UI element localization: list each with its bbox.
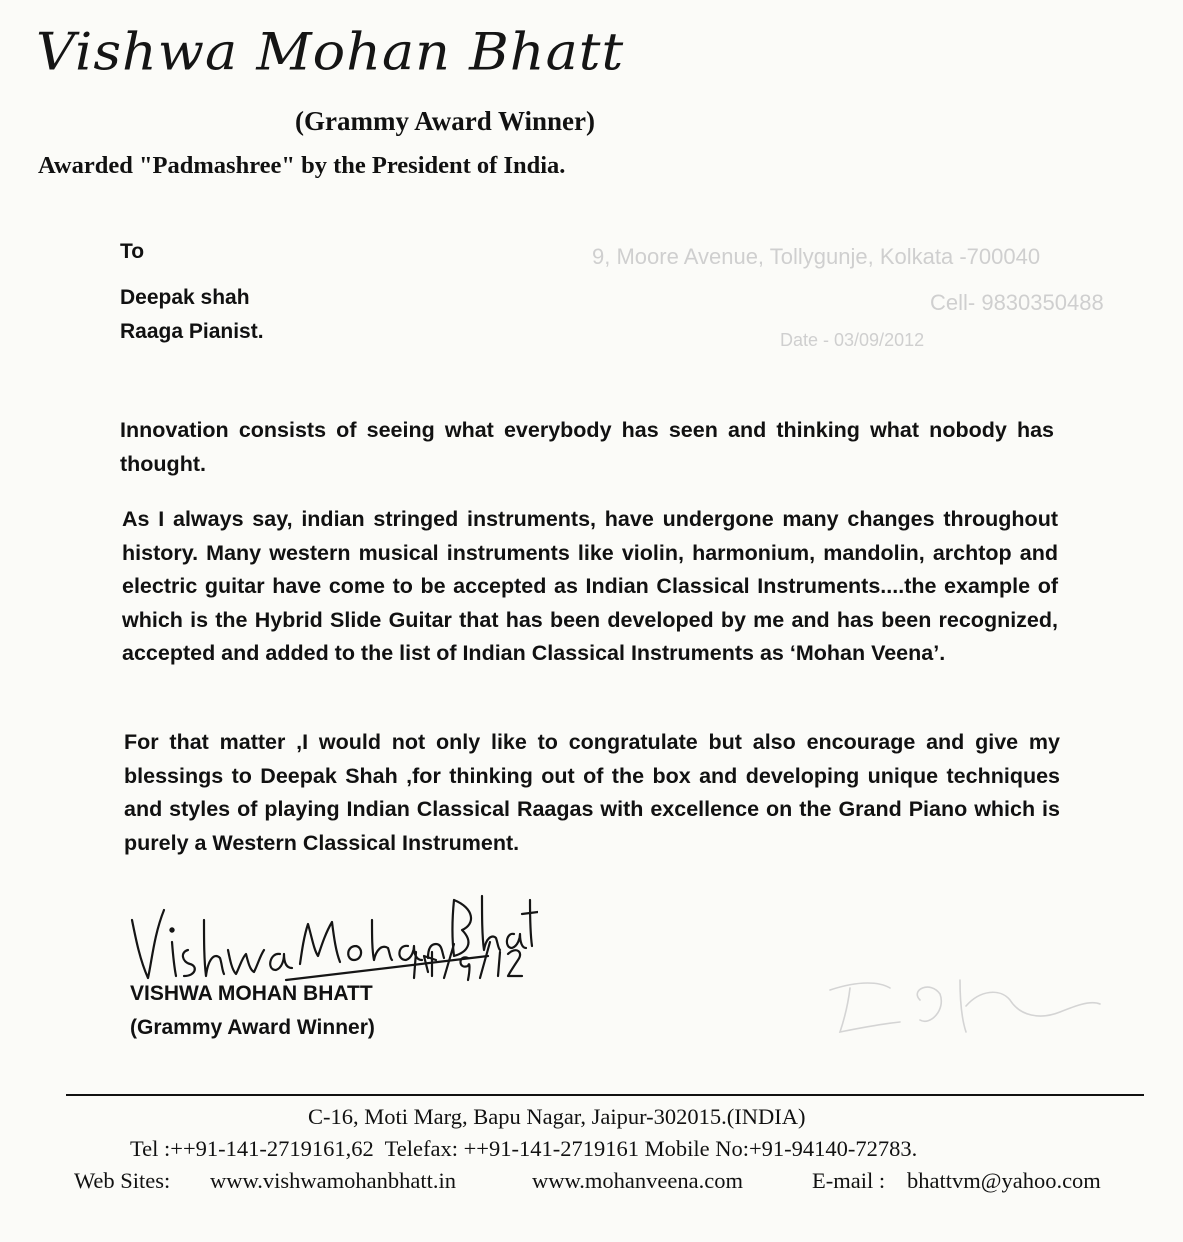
footer-address: C-16, Moti Marg, Bapu Nagar, Jaipur-302015.(INDIA) — [308, 1104, 806, 1129]
recipient-name: Deepak shah — [120, 286, 250, 309]
recipient-to: To — [120, 240, 145, 263]
body-paragraph-3: For that matter ,I would not only like to congratulate but also encourage and give my blessings to Deepak Shah ,for thinking out of the box and developing unique techniques and styles of playing Indian Classical Raagas with excellence on the Grand Piano which is purely a Western Classical Instrument. — [124, 730, 1060, 855]
letterhead-award: Awarded "Padmashree" by the President of India. — [38, 152, 566, 179]
body-paragraph-1: Innovation consists of seeing what everybody has seen and thinking what nobody has thought. — [120, 418, 1054, 476]
letterhead-name: Vishwa Mohan Bhatt — [36, 22, 625, 82]
handwritten-signature — [118, 880, 538, 990]
letterhead-subtitle: (Grammy Award Winner) — [295, 106, 595, 136]
footer-divider — [66, 1094, 1144, 1096]
bleed-through-date: Date - 03/09/2012 — [780, 330, 925, 350]
footer-phones: Tel :++91-141-2719161,62 Telefax: ++91-141-2719161 Mobile No:+91-94140-72783. — [130, 1136, 918, 1161]
footer-email-link[interactable]: bhattvm@yahoo.com — [907, 1168, 1101, 1193]
signatory-title: (Grammy Award Winner) — [130, 1016, 375, 1039]
footer-website-link-2[interactable]: www.mohanveena.com — [532, 1168, 743, 1193]
footer-website-link-1[interactable]: www.vishwamohanbhatt.in — [210, 1168, 457, 1193]
body-paragraph-2: As I always say, indian stringed instruments, have undergone many changes throughout history. Many western musical instruments like violin, harmonium, mandolin, archtop and electric guitar have come to be accepted as Indian Classical Instruments....the example of which is the Hybrid Slide Guitar that has been developed by me and has been recognized, accepted and added to the list of Indian Classical Instruments as ‘Mohan Veena’. — [122, 507, 1058, 665]
recipient-title: Raaga Pianist. — [120, 320, 264, 343]
footer-email-label: E-mail : — [812, 1168, 886, 1193]
bleed-through-cell: Cell- 9830350488 — [930, 290, 1104, 315]
bleed-through-address: 9, Moore Avenue, Tollygunje, Kolkata -700040 — [592, 244, 1041, 269]
footer-websites-label: Web Sites: — [74, 1168, 171, 1193]
signatory-name: VISHWA MOHAN BHATT — [130, 982, 373, 1005]
bleed-through-signature — [820, 960, 1110, 1050]
